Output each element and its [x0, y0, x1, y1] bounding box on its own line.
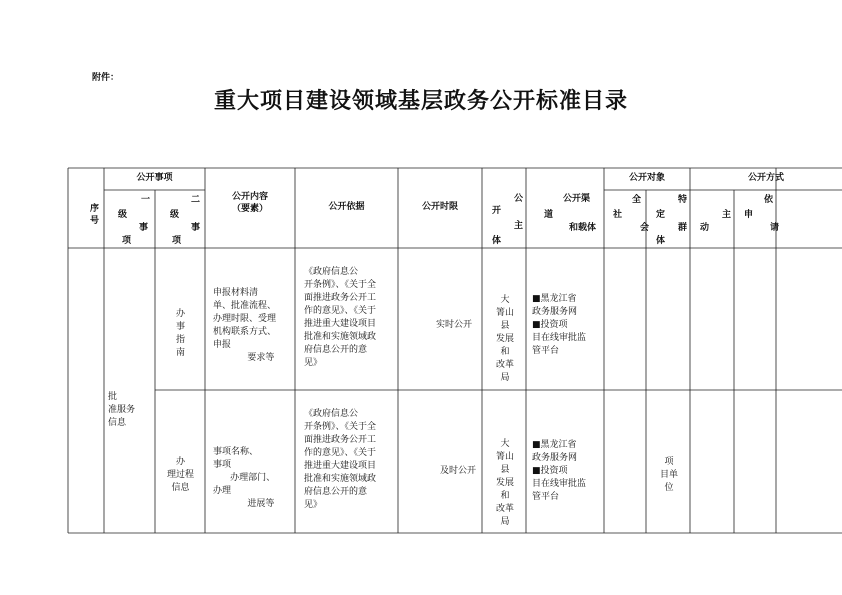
header-public-items: 公开事项: [136, 173, 173, 183]
header-basis: 公开依据: [328, 202, 365, 212]
header-subject-c: 主: [514, 221, 524, 231]
page-title: 重大项目建设领域基层政务公开标准目录: [213, 89, 628, 114]
row1-content: 申报材料清 单、批准流程、 办理时限、受理 机构联系方式、 申报 要求等: [213, 288, 277, 363]
header-channel-c: 和载体: [569, 223, 597, 233]
row1-level2: 办 事 指 南: [175, 309, 185, 358]
header-channel-b: 道: [544, 210, 554, 220]
header-target-all-c: 会: [640, 223, 650, 233]
header-method-apply-b: 申: [744, 210, 754, 220]
row1-basis: 《政府信息公 开条例》、《关于全 面推进政务公开工 作的意见》、《关于 推进重大建设项目 批准和实施领域政 府信息公开的意 见》: [304, 267, 377, 368]
row2-content: 事项名称、 事项 办理部门、 办理 进展等: [213, 447, 276, 509]
header-target-all-a: 全: [632, 195, 642, 205]
header-subject-a: 公: [514, 194, 524, 204]
header-subject-b: 开: [492, 206, 502, 216]
header-method-apply-c: 请: [770, 223, 780, 233]
header-level2-a: 二: [191, 195, 201, 205]
row2-channel: ■黑龙江省 政务服务网 ■投资项 目在线审批监 管平台: [532, 440, 587, 502]
level1-item: 批 准服务 信息: [108, 392, 136, 428]
header-target-sp-c: 群: [678, 223, 688, 233]
row2-basis: 《政府信息公 开条例》、《关于全 面推进政务公开工 作的意见》、《关于 推进重大建设项目 批准和实施领域政 府信息公开的意 见》: [304, 409, 377, 510]
header-level2-d: 项: [172, 236, 182, 246]
header-method: 公开方式: [747, 173, 784, 183]
row2-target-special: 项 目单 位: [659, 457, 678, 493]
header-method-apply-a: 依: [764, 195, 774, 205]
header-target: 公开对象: [628, 173, 665, 183]
header-level2-c: 事: [191, 223, 201, 233]
header-channel-a: 公开渠: [563, 194, 591, 204]
header-method-active-a: 主: [722, 210, 732, 220]
row1-subject: 大 箐山 县 发展 和 改革 局: [495, 295, 514, 383]
header-level1-a: 一: [141, 195, 151, 205]
header-time: 公开时限: [421, 202, 458, 212]
header-level1-b: 级: [118, 210, 128, 220]
header-subject-d: 体: [492, 236, 502, 246]
row1-channel: ■黑龙江省 政务服务网 ■投资项 目在线审批监 管平台: [532, 294, 587, 356]
row2-time: 及时公开: [440, 466, 477, 476]
row1-time: 实时公开: [436, 320, 473, 330]
attachment-label: 附件：: [92, 73, 120, 83]
header-target-sp-d: 体: [656, 236, 666, 246]
header-target-sp-a: 特: [678, 195, 688, 205]
row2-subject: 大 箐山 县 发展 和 改革 局: [495, 439, 514, 527]
header-target-all-b: 社: [613, 210, 623, 220]
header-seq: 序 号: [90, 204, 100, 226]
header-target-sp-b: 定: [656, 210, 666, 220]
header-content: 公开内容 （要素）: [231, 192, 268, 214]
row2-level2: 办 理过程 信息: [166, 457, 194, 493]
header-method-active-b: 动: [700, 223, 710, 233]
header-level2-b: 级: [170, 210, 180, 220]
header-level1-c: 事: [139, 223, 149, 233]
header-level1-d: 项: [122, 236, 132, 246]
